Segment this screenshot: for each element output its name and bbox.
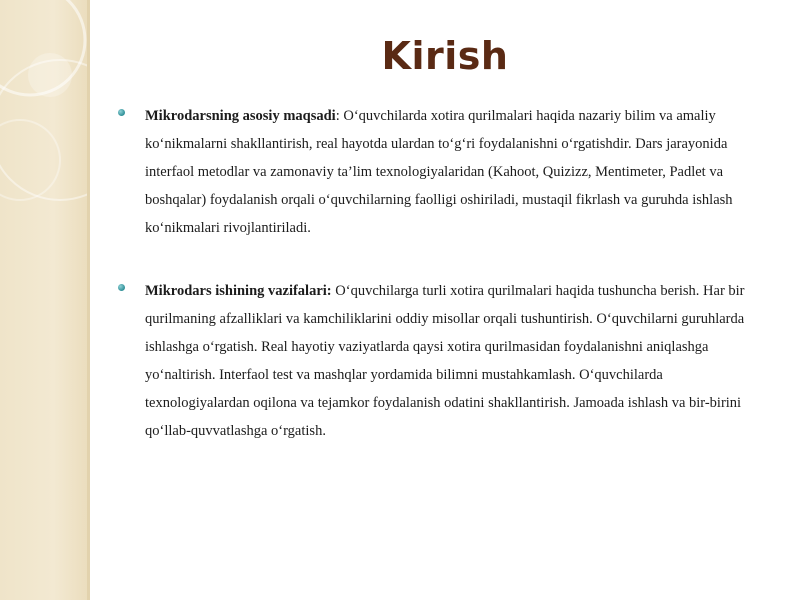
bullet-paragraph <box>145 102 758 242</box>
bullet-paragraph <box>145 277 758 445</box>
bullet-text: O‘quvchilarga turli xotira qurilmalari haqida tushuncha berish. Har bir qurilmaning afzalliklari va kamchiliklarini oddiy misollar orqali tushuntirish. O‘quvchilarni guruhlarda ishlashga o‘rgatish. Real hayotiy vaziyatlarda qaysi xotira qurilmasidan foydalanishni aniqlashga yo‘naltirish. Interfaol test va mashqlar yordamida bilimni mustahkamlash. O‘quvchilarda texnologiyalardan oqilona va tejamkor foydalanish odatini shakllantirish. Jamoada ishlash va bir-birini qo‘llab-quvvatlashga o‘rgatish. <box>145 283 745 439</box>
bullet-lead: Mikrodars ishining vazifalari: <box>145 283 332 299</box>
bullet-item-tasks <box>118 277 758 445</box>
bullet-text: O‘quvchilarda xotira qurilmalari haqida nazariy bilim va amaliy ko‘nikmalarni shakllantirish, real hayotda ulardan to‘g‘ri foydalanishni o‘rgatishdir. Dars jarayonida interfaol metodlar va zamonaviy ta’lim texnologiyalaridan (Kahoot, Quizizz, Mentimeter, Padlet va boshqalar) foydalanish orqali o‘quvchilarning faolligi oshiriladi, mustaqil fikrlash va guruhda ishlash ko‘nikmalari rivojlantiriladi. <box>145 108 733 236</box>
slide-content <box>118 102 758 445</box>
decorative-side-band <box>0 0 90 600</box>
bullet-lead-punct: : <box>335 108 340 124</box>
bullet-item-goal <box>118 102 758 242</box>
bullet-icon <box>118 284 125 291</box>
slide-title: Kirish <box>381 34 509 78</box>
bullet-lead: Mikrodarsning asosiy maqsadi <box>145 108 336 124</box>
decorative-circles <box>0 0 90 600</box>
bullet-icon <box>118 109 125 116</box>
